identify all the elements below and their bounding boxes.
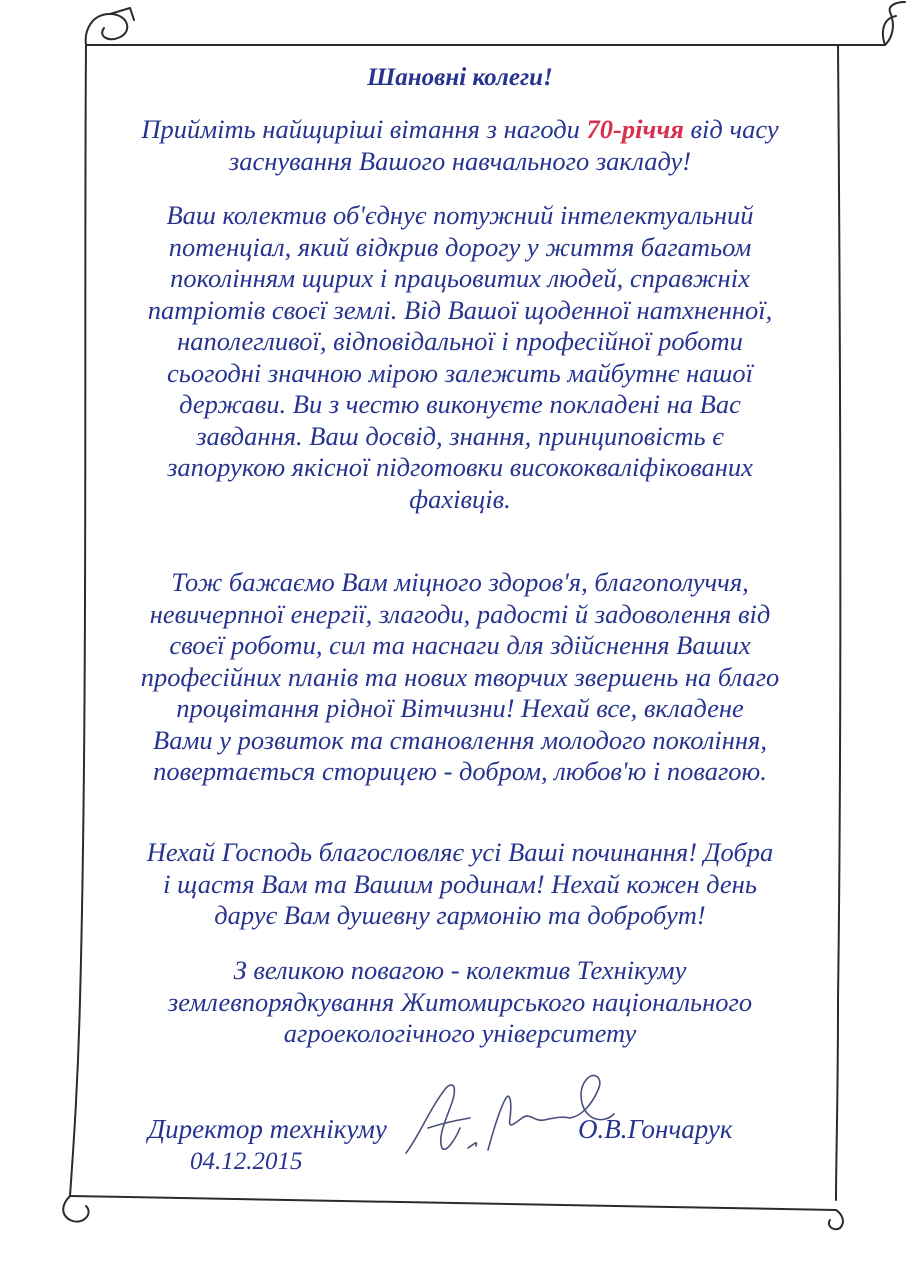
paragraph-line: сьогодні значною мірою залежить майбутнє нашої (167, 357, 753, 388)
paragraph-line: патріотів своєї землі. Від Вашої щоденної натхненної, (147, 294, 773, 325)
intro-line-2: заснування Вашого навчального закладу! (228, 145, 692, 176)
letter-greeting (95, 62, 825, 94)
scroll-left-edge (70, 45, 86, 1196)
paragraph-line: своєї роботи, сил та наснаги для здійснення Ваших (169, 630, 751, 660)
paragraph-line: процвітання рідної Вітчизни! Нехай все, вкладене (176, 693, 744, 723)
paragraph-line: держави. Ви з честю виконуєте покладені на Вас (179, 389, 741, 419)
paragraph-wishes (95, 567, 825, 788)
handwritten-signature (398, 1068, 618, 1163)
intro-text-before: Прийміть найщиріші вітання з нагоди (141, 114, 587, 144)
scroll-top-right-curl (885, 2, 905, 45)
paragraph-collective (95, 200, 825, 515)
intro-text-after: від часу (683, 114, 779, 144)
paragraph-line: і щастя Вам та Вашим родинам! Нехай кожен день (163, 868, 757, 899)
scroll-bottom-right-curl (829, 1210, 843, 1229)
signatory-title: Директор технікуму (148, 1114, 387, 1144)
scroll-right-edge (836, 45, 840, 1200)
paragraph-line: Тож бажаємо Вам міцного здоров'я, благополуччя, (171, 567, 749, 597)
paragraph-line: запорукою якісної підготовки висококваліфікованих (167, 452, 753, 482)
paragraph-line: Ваш колектив об'єднує потужний інтелектуальний (166, 200, 754, 230)
paragraph-line: фахівців. (409, 483, 511, 514)
paragraph-line: поколінням щирих і працьовитих людей, справжніх (170, 263, 750, 293)
closing-line: З великою повагою - колектив Технікуму (233, 955, 687, 985)
paragraph-line: наполегливої, відповідальної і професійної роботи (177, 326, 743, 356)
anniversary-highlight: 70-річчя (586, 114, 684, 144)
paragraph-line: повертається сторицею - добром, любов'ю і повагою. (153, 756, 767, 786)
scroll-top-left-curl (86, 14, 128, 45)
paragraph-line: завдання. Ваш досвід, знання, принциповість є (196, 420, 724, 451)
intro-line-1 (95, 114, 825, 146)
paragraph-line: професійних планів та нових творчих звершень на благо (140, 661, 780, 692)
paragraph-line: невичерпної енергії, злагоди, радості й задоволення від (149, 598, 771, 629)
intro-paragraph (95, 114, 825, 177)
paragraph-line: Нехай Господь благословляє усі Ваші починання! Добра (146, 837, 774, 867)
greeting-text: Шановні колеги! (367, 64, 553, 91)
signatory-name: О.В.Гончарук (578, 1114, 733, 1144)
closing-line: агроекологічного університету (283, 1018, 637, 1048)
paragraph-line: потенціал, який відкрив дорогу у життя багатьом (168, 231, 752, 262)
paragraph-blessing (95, 837, 825, 932)
closing-line: землевпорядкування Житомирського національного (167, 986, 753, 1017)
paragraph-line: дарує Вам душевну гармонію та добробут! (214, 900, 706, 930)
scroll-bottom-left-curl (63, 1196, 88, 1222)
closing-paragraph (95, 955, 825, 1050)
scroll-bottom-edge (70, 1196, 836, 1210)
letter-date: 04.12.2015 (190, 1148, 303, 1175)
paragraph-line: Вами у розвиток та становлення молодого покоління, (153, 724, 767, 755)
